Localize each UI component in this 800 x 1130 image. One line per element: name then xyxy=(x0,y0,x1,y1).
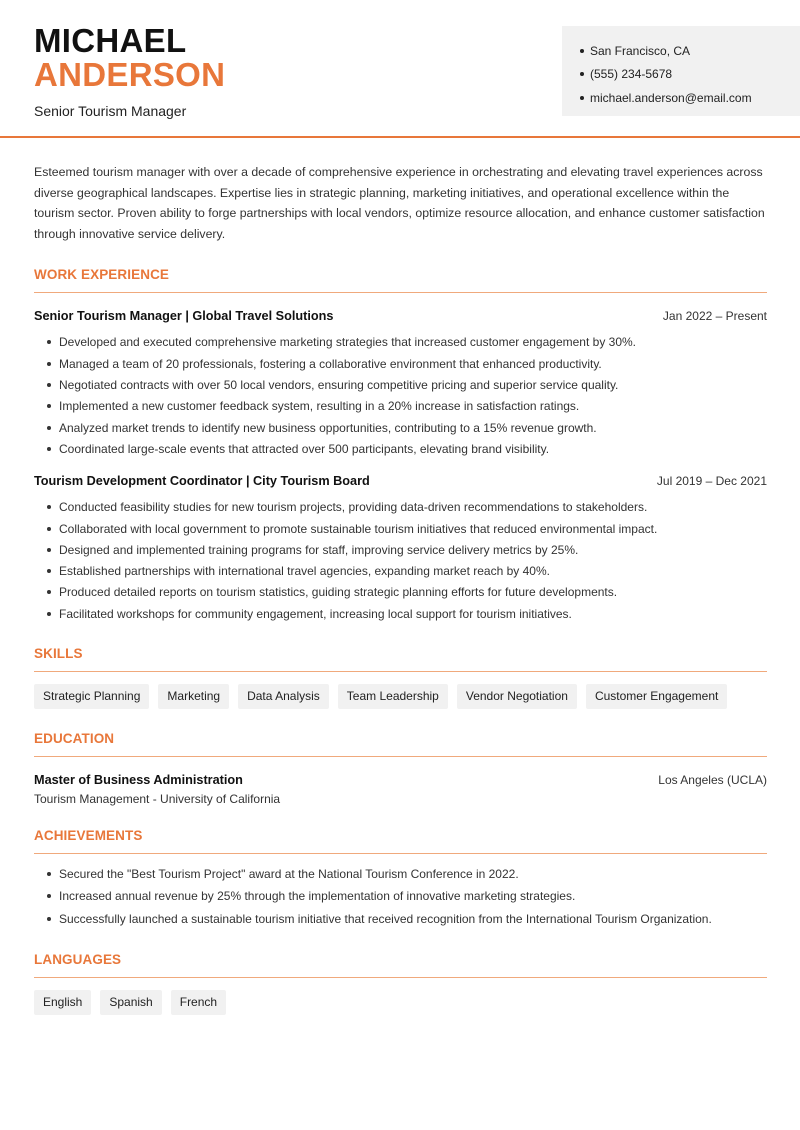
bullet-text: Conducted feasibility studies for new tourism projects, providing data-driven recommendations to stakeholders. xyxy=(59,500,648,515)
list-item xyxy=(34,353,767,374)
section-title-languages: LANGUAGES xyxy=(34,952,767,978)
bullet-text: Increased annual revenue by 25% through the implementation of innovative marketing strategies. xyxy=(59,889,576,904)
job-entry xyxy=(34,307,767,460)
languages-list xyxy=(34,990,767,1015)
bullet-icon xyxy=(47,590,51,594)
skill-chip: Team Leadership xyxy=(338,684,448,709)
phone-text: (555) 234-5678 xyxy=(590,67,673,82)
list-item xyxy=(34,417,767,438)
bullet-icon xyxy=(47,362,51,366)
contact-phone xyxy=(580,63,800,87)
bullet-text: Coordinated large-scale events that attracted over 500 participants, elevating brand visibility. xyxy=(59,441,550,456)
bullet-text: Implemented a new customer feedback system, resulting in a 20% increase in satisfaction ratings. xyxy=(59,399,580,414)
skill-chip: Marketing xyxy=(158,684,229,709)
job-bullets xyxy=(34,497,767,625)
section-title-education: EDUCATION xyxy=(34,731,767,757)
list-item xyxy=(34,560,767,581)
job-role: Tourism Development Coordinator | City Tourism Board xyxy=(34,473,370,488)
list-item xyxy=(34,438,767,459)
bullet-text: Managed a team of 20 professionals, fostering a collaborative environment that enhanced productivity. xyxy=(59,356,602,371)
skill-chip: Data Analysis xyxy=(238,684,329,709)
bullet-icon xyxy=(47,447,51,451)
bullet-icon xyxy=(47,548,51,552)
list-item xyxy=(34,885,767,908)
job-dates: Jan 2022 – Present xyxy=(662,308,767,323)
section-title-work: WORK EXPERIENCE xyxy=(34,267,767,293)
skill-chip: Strategic Planning xyxy=(34,684,149,709)
skill-chip: Vendor Negotiation xyxy=(457,684,577,709)
education-header xyxy=(34,771,767,789)
skill-chip: Customer Engagement xyxy=(586,684,727,709)
bullet-icon xyxy=(47,872,51,876)
bullet-icon xyxy=(47,505,51,509)
skills-list xyxy=(34,684,767,709)
bullet-text: Facilitated workshops for community engagement, increasing local support for tourism initiatives. xyxy=(59,606,572,621)
bullet-text: Developed and executed comprehensive marketing strategies that increased customer engagement by 30%. xyxy=(59,335,637,350)
achievements-list xyxy=(34,862,767,930)
bullet-text: Established partnerships with international travel agencies, expanding market reach by 40%. xyxy=(59,564,550,579)
bullet-icon xyxy=(47,527,51,531)
contact-box xyxy=(562,26,800,116)
last-name: ANDERSON xyxy=(34,56,226,93)
language-chip: English xyxy=(34,990,91,1015)
name-block xyxy=(34,24,225,119)
list-item xyxy=(34,539,767,560)
bullet-icon xyxy=(47,426,51,430)
list-item xyxy=(34,582,767,603)
bullet-icon xyxy=(47,917,51,921)
bullet-icon xyxy=(580,96,584,100)
bullet-text: Negotiated contracts with over 50 local vendors, ensuring competitive pricing and superior service quality. xyxy=(59,378,619,393)
language-chip: French xyxy=(171,990,226,1015)
summary: Esteemed tourism manager with over a decade of comprehensive experience in orchestrating and elevating travel experiences across diverse geographical landscapes. Expertise lies in strategic planning, marketing initiatives, and operational excellence within the tourism sector. Proven ability to forge partnerships with local vendors, optimize resource allocation, and enhance customer satisfaction through innovative service delivery. xyxy=(34,165,765,242)
job-entry xyxy=(34,472,767,625)
resume-header xyxy=(0,0,800,138)
list-item xyxy=(34,603,767,624)
contact-email xyxy=(580,86,800,110)
bullet-icon xyxy=(47,894,51,898)
job-bullets xyxy=(34,332,767,460)
bullet-text: Designed and implemented training programs for staff, improving service delivery metrics by 25%. xyxy=(59,542,579,557)
section-title-skills: SKILLS xyxy=(34,646,767,672)
resume-content xyxy=(34,162,767,1015)
bullet-icon xyxy=(47,404,51,408)
bullet-text: Collaborated with local government to promote sustainable tourism initiatives that reduced environmental impact. xyxy=(59,521,658,536)
bullet-text: Produced detailed reports on tourism statistics, guiding strategic planning efforts for future developments. xyxy=(59,585,618,600)
education-location: Los Angeles (UCLA) xyxy=(658,773,767,788)
bullet-icon xyxy=(580,72,584,76)
list-item xyxy=(34,332,767,353)
section-title-achievements: ACHIEVEMENTS xyxy=(34,828,767,854)
job-role: Senior Tourism Manager | Global Travel Solutions xyxy=(34,308,334,323)
contact-location xyxy=(580,39,800,63)
education-entry xyxy=(34,771,767,806)
job-header xyxy=(34,307,767,325)
job-dates: Jul 2019 – Dec 2021 xyxy=(656,473,767,488)
bullet-text: Secured the "Best Tourism Project" award at the National Tourism Conference in 2022. xyxy=(59,866,519,881)
list-item xyxy=(34,862,767,885)
job-header xyxy=(34,472,767,490)
location-text: San Francisco, CA xyxy=(590,43,691,58)
first-name: MICHAEL xyxy=(34,22,187,59)
bullet-icon xyxy=(47,340,51,344)
language-chip: Spanish xyxy=(100,990,161,1015)
bullet-icon xyxy=(47,383,51,387)
list-item xyxy=(34,396,767,417)
list-item xyxy=(34,518,767,539)
bullet-icon xyxy=(47,612,51,616)
list-item xyxy=(34,497,767,518)
bullet-text: Analyzed market trends to identify new business opportunities, contributing to a 15% revenue growth. xyxy=(59,420,597,435)
bullet-icon xyxy=(580,49,584,53)
education-degree: Master of Business Administration xyxy=(34,773,243,788)
email-text: michael.anderson@email.com xyxy=(590,90,752,105)
education-detail: Tourism Management - University of California xyxy=(34,792,281,807)
bullet-icon xyxy=(47,569,51,573)
job-title: Senior Tourism Manager xyxy=(34,103,187,119)
list-item xyxy=(34,374,767,395)
bullet-text: Successfully launched a sustainable tourism initiative that received recognition from the International Tourism Organization. xyxy=(59,911,712,926)
list-item xyxy=(34,907,767,930)
